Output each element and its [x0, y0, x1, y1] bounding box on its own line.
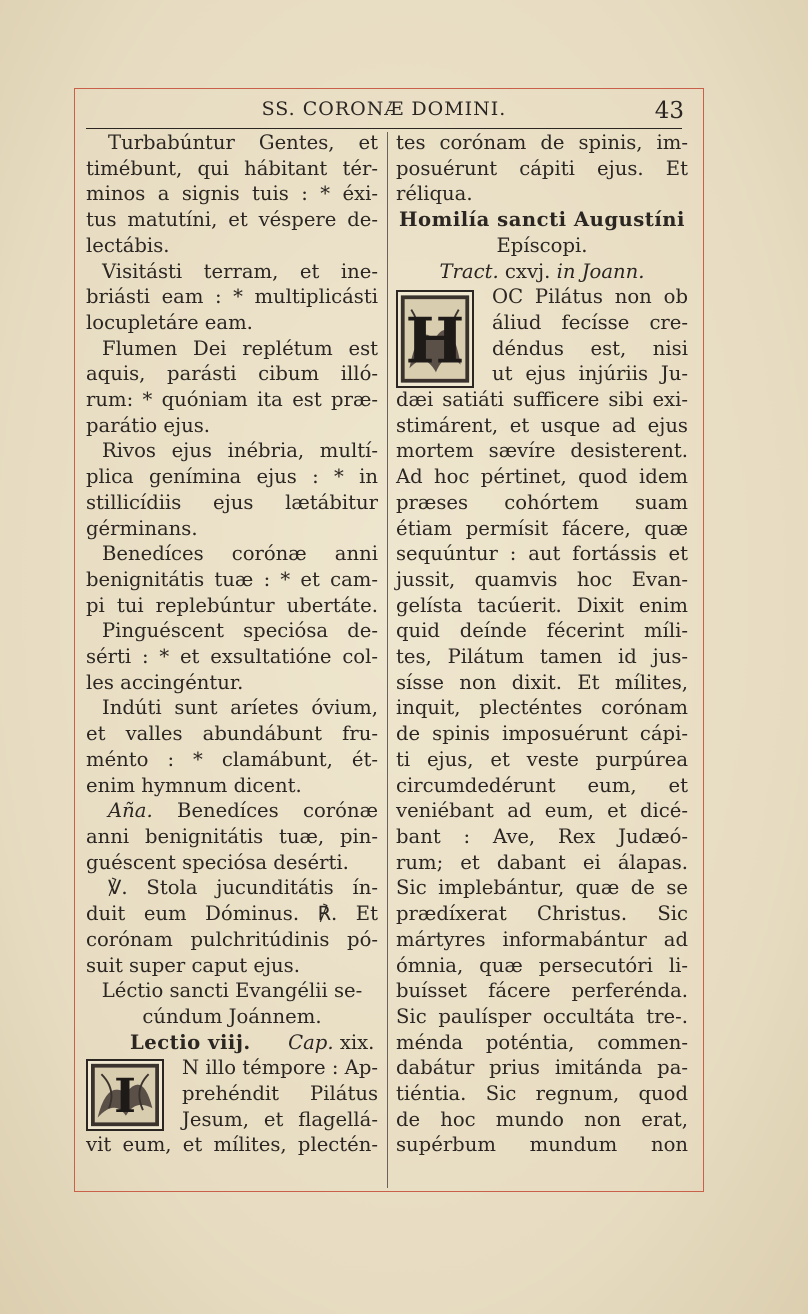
text-line: benignitátis tuæ : * et cam- [86, 567, 378, 591]
lectio-heading: Léctio sancti Evangélii se- [101, 979, 363, 1003]
text-line: tes corónam de spinis, im- [396, 131, 688, 154]
homilia-heading: Epíscopi. [496, 233, 588, 257]
text-line: gérminans. [86, 516, 198, 540]
text-line: les accingéntur. [86, 670, 244, 694]
text-line: buísset fácere perferénda. [396, 979, 688, 1003]
text-line: sequúntur : aut fortássis et [396, 542, 688, 566]
homily-opening [396, 284, 688, 387]
homilia-heading: Homilía sancti Augustíni [399, 208, 685, 232]
text-line: réliqua. [396, 182, 473, 206]
homily-line: ut ejus injúriis Ju- [492, 362, 688, 386]
versicle-line: duit eum Dóminus. ℟. Et [86, 902, 378, 926]
text-line: mártyres informabántur ad [396, 927, 688, 951]
text-line: pi tui replebúntur ubertáte. [86, 593, 378, 617]
text-line: de spinis imposuérunt cápi- [396, 722, 688, 746]
text-line: bant : Ave, Rex Judæó- [396, 824, 688, 848]
text-line: parátio ejus. [86, 413, 211, 437]
psalm-text [86, 130, 378, 798]
response-line: corónam pulchritúdinis pó- [86, 927, 378, 951]
text-line: posuérunt cápiti ejus. Et [396, 156, 688, 180]
text-line: Flumen Dei replétum est [102, 336, 378, 360]
text-line: locupletáre eam. [86, 310, 253, 334]
text-line: rum; et dabant ei álapas. [396, 850, 688, 874]
text-line: enim hymnum dicent. [86, 773, 302, 797]
text-line: sísse non dixit. Et mílites, [396, 670, 688, 694]
running-head [84, 98, 684, 128]
svg-text:H: H [405, 303, 465, 378]
text-line: stimárent, et usque ad ejus [396, 413, 688, 437]
left-column [86, 130, 378, 1158]
text-line: veniébant ad eum, et dicé- [396, 799, 688, 823]
text-line: aquis, parásti cibum illó- [86, 362, 378, 386]
text-line: gelísta tacúerit. Dixit enim [396, 593, 688, 617]
text-line: ménda poténtia, commen- [396, 1030, 688, 1054]
text-line: sérti : * et exsultatióne col- [86, 645, 378, 669]
text-line: quid deínde fécerint míli- [396, 619, 688, 643]
homily-line: áliud fecísse cre- [492, 310, 688, 334]
gospel-line: N illo témpore : Ap- [182, 1056, 378, 1080]
text-line: ti ejus, et veste purpúrea [396, 747, 688, 771]
antiphon-label: Aña. [108, 799, 153, 823]
text-line: étiam permísit fácere, quæ [396, 516, 688, 540]
text-line: Sic implebántur, quæ de se [396, 876, 688, 900]
text-line: mortem sævíre desisterent. [396, 439, 688, 463]
initial-ornament-icon [88, 1061, 162, 1129]
text-line: præses cohórtem suam [396, 490, 688, 514]
gospel-line: prehéndit Pilátus [182, 1082, 378, 1106]
text-line: tiéntia. Sic regnum, quod [396, 1082, 688, 1106]
tract-reference: Tract. cxvj. in Joann. [439, 259, 645, 283]
text-line: Indúti sunt aríetes óvium, [102, 696, 378, 720]
column-divider [387, 132, 388, 1188]
text-line: inquit, plecténtes corónam [396, 696, 688, 720]
text-line: jussit, quamvis hoc Evan- [396, 567, 688, 591]
text-line: lectábis. [86, 233, 170, 257]
text-line: Sic paulísper occultáta tre-. [396, 1004, 688, 1028]
versicle-line: ℣. Stola jucunditátis ín- [108, 876, 378, 900]
gospel-line: vit eum, et mílites, plectén- [86, 1133, 378, 1157]
text-line: supérbum mundum non [396, 1133, 688, 1157]
homily-line: OC Pilátus non ob [492, 285, 688, 309]
text-line: de hoc mundo non erat, [396, 1107, 688, 1131]
text-line: briásti eam : * multiplicásti [86, 285, 378, 309]
response-line: suit super caput ejus. [86, 953, 300, 977]
text-line: stillicídiis ejus lætábitur [86, 490, 378, 514]
text-line: dabátur prius imitánda pa- [396, 1056, 688, 1080]
lectio-reference: Lectio viij. Cap. xix. [130, 1030, 375, 1054]
gospel-opening [86, 1055, 378, 1132]
text-line: timébunt, qui hábitant tér- [86, 156, 378, 180]
text-line: Ad hoc pértinet, quod idem [396, 465, 688, 489]
homily-text [396, 387, 688, 1158]
homily-line: déndus est, nisi [492, 336, 688, 360]
decorated-initial-icon [86, 1059, 164, 1131]
decorated-initial-icon [396, 290, 474, 388]
text-line: minos a signis tuis : * éxi- [86, 182, 378, 206]
antiphon-line: Aña. Benedíces corónæ [108, 799, 379, 823]
text-line: ómnia, quæ persecutóri li- [396, 953, 688, 977]
svg-text:I: I [113, 1069, 137, 1125]
text-line: prædíxerat Christus. Sic [396, 902, 688, 926]
lectio-heading: cúndum Joánnem. [142, 1004, 322, 1028]
text-line: Benedíces corónæ anni [102, 542, 378, 566]
text-line: Rivos ejus inébria, multí- [102, 439, 378, 463]
text-line: tus matutíni, et véspere de- [86, 208, 378, 232]
text-line: Pinguéscent speciósa de- [102, 619, 378, 643]
text-line: dæi satiáti sufficere sibi exi- [396, 388, 688, 412]
antiphon-line: guéscent speciósa desérti. [86, 850, 349, 874]
text-line: ménto : * clamábunt, ét- [86, 747, 378, 771]
text-line: plica genímina ejus : * in [86, 465, 378, 489]
text-line: rum: * quóniam ita est præ- [86, 388, 378, 412]
text-line: tes, Pilátum tamen id jus- [396, 645, 688, 669]
right-column [396, 130, 688, 1158]
text-line: et valles abundábunt fru- [86, 722, 378, 746]
text-line: Turbabúntur Gentes, et [108, 131, 378, 154]
header-rule [86, 128, 682, 129]
antiphon-line: anni benignitátis tuæ, pin- [86, 824, 378, 848]
text-line: circumdedérunt eum, et [396, 773, 688, 797]
running-head-title: SS. CORONÆ DOMINI. [261, 98, 507, 120]
gospel-line: Jesum, et flagellá- [182, 1107, 378, 1131]
versicle-sign: ℣. [108, 876, 128, 900]
page-number: 43 [654, 98, 684, 124]
text-line: Visitásti terram, et ine- [102, 259, 378, 283]
gospel-continuation [396, 130, 688, 207]
response-sign: ℟. [317, 902, 338, 926]
initial-ornament-icon [398, 292, 472, 386]
lectio-label: Lectio viij. [130, 1030, 251, 1054]
